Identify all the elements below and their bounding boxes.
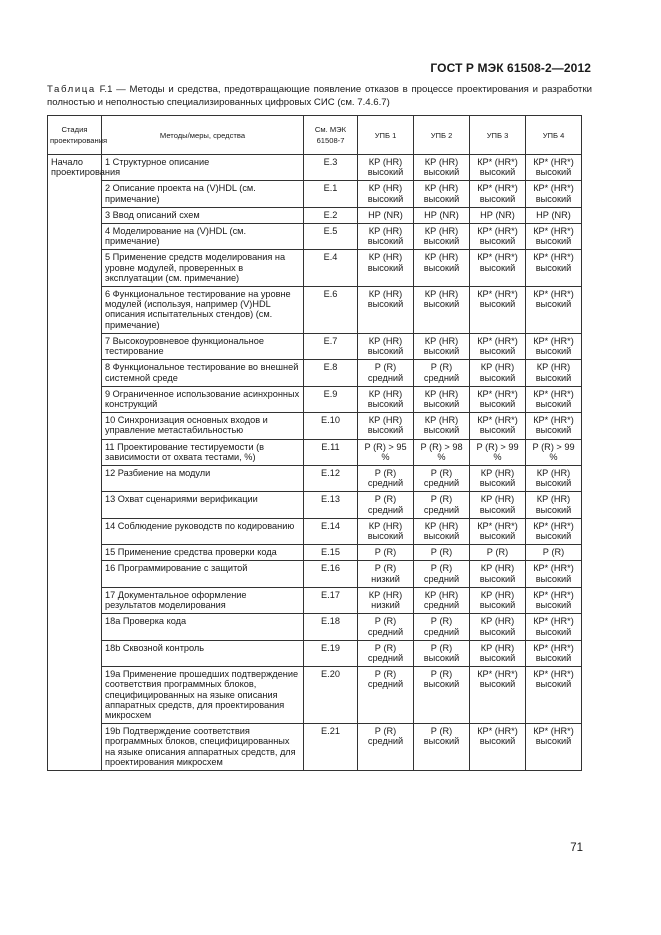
ref-cell: E.21: [304, 724, 358, 771]
sil4-cell: КР* (HR*) высокий: [526, 155, 582, 181]
sil1-cell: Р (R): [358, 545, 414, 561]
sil3-cell: КР (HR) высокий: [470, 360, 526, 386]
sil2-cell: КР (HR) высокий: [414, 518, 470, 544]
sil3-cell: КР* (HR*) высокий: [470, 287, 526, 334]
sil1-cell: КР (HR) низкий: [358, 587, 414, 613]
method-cell: 1 Структурное описание: [102, 155, 304, 181]
caption-label: Таблица: [47, 84, 96, 95]
table-row: [48, 250, 582, 287]
table-caption: [47, 84, 592, 109]
sil2-cell: Р (R) средний: [414, 614, 470, 640]
sil2-cell: Р (R) высокий: [414, 640, 470, 666]
method-cell: 10 Синхронизация основных входов и управление метастабильностью: [102, 413, 304, 439]
sil3-cell: Р (R) > 99 %: [470, 439, 526, 465]
stage-cell: Начало проектирования: [48, 155, 102, 771]
sil1-cell: НР (NR): [358, 207, 414, 223]
sil2-cell: Р (R) высокий: [414, 724, 470, 771]
sil4-cell: КР* (HR*) высокий: [526, 334, 582, 360]
sil1-cell: КР (HR) высокий: [358, 250, 414, 287]
ref-cell: E.17: [304, 587, 358, 613]
sil3-cell: КР* (HR*) высокий: [470, 667, 526, 724]
ref-cell: E.12: [304, 466, 358, 492]
sil4-cell: КР (HR) высокий: [526, 492, 582, 518]
sil1-cell: Р (R) низкий: [358, 561, 414, 587]
ref-cell: E.10: [304, 413, 358, 439]
sil4-cell: КР* (HR*) высокий: [526, 250, 582, 287]
sil3-cell: КР (HR) высокий: [470, 561, 526, 587]
sil3-cell: КР (HR) высокий: [470, 640, 526, 666]
sil3-cell: КР* (HR*) высокий: [470, 181, 526, 207]
ref-cell: E.3: [304, 155, 358, 181]
table-row: [48, 466, 582, 492]
sil3-cell: КР* (HR*) высокий: [470, 224, 526, 250]
sil4-cell: КР* (HR*) высокий: [526, 518, 582, 544]
table-row: [48, 587, 582, 613]
sil4-cell: Р (R) > 99 %: [526, 439, 582, 465]
method-cell: 14 Соблюдение руководств по кодированию: [102, 518, 304, 544]
method-cell: 9 Ограниченное использование асинхронных конструкций: [102, 386, 304, 412]
table-row: [48, 181, 582, 207]
sil1-cell: Р (R) средний: [358, 724, 414, 771]
sil4-cell: Р (R): [526, 545, 582, 561]
sil1-cell: Р (R) средний: [358, 640, 414, 666]
sil3-cell: КР (HR) высокий: [470, 466, 526, 492]
sil2-cell: Р (R): [414, 545, 470, 561]
table-row: [48, 492, 582, 518]
ref-cell: E.8: [304, 360, 358, 386]
sil3-cell: НР (NR): [470, 207, 526, 223]
page-number: 71: [570, 842, 583, 854]
method-cell: 19b Подтверждение соответствия программных блоков, специфицированных на языке описания аппаратных средств, для проектирования микросхем: [102, 724, 304, 771]
header-sil2: УПБ 2: [414, 116, 470, 155]
method-cell: 4 Моделирование на (V)HDL (см. примечание): [102, 224, 304, 250]
sil2-cell: Р (R) высокий: [414, 667, 470, 724]
sil2-cell: КР (HR) высокий: [414, 224, 470, 250]
sil4-cell: КР* (HR*) высокий: [526, 667, 582, 724]
method-cell: 5 Применение средств моделирования на уровне модулей, проверенных в эксплуатации (см. примечание): [102, 250, 304, 287]
method-cell: 12 Разбиение на модули: [102, 466, 304, 492]
sil3-cell: КР* (HR*) высокий: [470, 250, 526, 287]
table-row: [48, 287, 582, 334]
ref-cell: E.20: [304, 667, 358, 724]
table-row: [48, 224, 582, 250]
sil2-cell: КР (HR) высокий: [414, 287, 470, 334]
method-cell: 17 Документальное оформление результатов моделирования: [102, 587, 304, 613]
table-header-row: [48, 116, 582, 155]
sil3-cell: КР* (HR*) высокий: [470, 155, 526, 181]
header-ref: См. МЭК 61508-7: [304, 116, 358, 155]
method-cell: 13 Охват сценариями верификации: [102, 492, 304, 518]
sil4-cell: КР* (HR*) высокий: [526, 561, 582, 587]
table-row: [48, 360, 582, 386]
method-cell: 19a Применение прошедших подтверждение соответствия программных блоков, специфицированных на языке описания аппаратных средств, для проектирования микросхем: [102, 667, 304, 724]
sil4-cell: КР* (HR*) высокий: [526, 181, 582, 207]
method-cell: 6 Функциональное тестирование на уровне модулей (используя, например (V)HDL описания испытательных стендов) (см. примечание): [102, 287, 304, 334]
sil4-cell: КР* (HR*) высокий: [526, 614, 582, 640]
ref-cell: E.5: [304, 224, 358, 250]
header-sil3: УПБ 3: [470, 116, 526, 155]
table-row: [48, 207, 582, 223]
ref-cell: E.11: [304, 439, 358, 465]
table-row: [48, 155, 582, 181]
method-cell: 11 Проектирование тестируемости (в зависимости от охвата тестами, %): [102, 439, 304, 465]
method-cell: 15 Применение средства проверки кода: [102, 545, 304, 561]
method-cell: 2 Описание проекта на (V)HDL (см. примечание): [102, 181, 304, 207]
table-row: [48, 614, 582, 640]
sil1-cell: КР (HR) высокий: [358, 224, 414, 250]
sil4-cell: КР* (HR*) высокий: [526, 287, 582, 334]
sil2-cell: Р (R) средний: [414, 492, 470, 518]
method-cell: 3 Ввод описаний схем: [102, 207, 304, 223]
sil4-cell: НР (NR): [526, 207, 582, 223]
sil4-cell: КР* (HR*) высокий: [526, 724, 582, 771]
ref-cell: E.9: [304, 386, 358, 412]
sil1-cell: Р (R) средний: [358, 614, 414, 640]
method-cell: 18a Проверка кода: [102, 614, 304, 640]
sil2-cell: Р (R) > 98 %: [414, 439, 470, 465]
ref-cell: E.15: [304, 545, 358, 561]
table-row: [48, 386, 582, 412]
table-row: [48, 545, 582, 561]
sil3-cell: КР (HR) высокий: [470, 492, 526, 518]
ref-cell: E.19: [304, 640, 358, 666]
table-row: [48, 439, 582, 465]
sil1-cell: КР (HR) высокий: [358, 413, 414, 439]
ref-cell: E.1: [304, 181, 358, 207]
sil2-cell: КР (HR) высокий: [414, 334, 470, 360]
sil1-cell: Р (R) средний: [358, 667, 414, 724]
header-methods: Методы/меры, средства: [102, 116, 304, 155]
ref-cell: E.14: [304, 518, 358, 544]
ref-cell: E.18: [304, 614, 358, 640]
sil1-cell: Р (R) средний: [358, 466, 414, 492]
sil2-cell: Р (R) средний: [414, 466, 470, 492]
sil2-cell: КР (HR) средний: [414, 587, 470, 613]
sil2-cell: КР (HR) высокий: [414, 181, 470, 207]
table-row: [48, 518, 582, 544]
sil1-cell: КР (HR) высокий: [358, 287, 414, 334]
ref-cell: E.6: [304, 287, 358, 334]
sil2-cell: Р (R) средний: [414, 360, 470, 386]
sil3-cell: КР* (HR*) высокий: [470, 724, 526, 771]
table-row: [48, 334, 582, 360]
sil4-cell: КР* (HR*) высокий: [526, 640, 582, 666]
sil1-cell: КР (HR) высокий: [358, 386, 414, 412]
sil2-cell: Р (R) средний: [414, 561, 470, 587]
sil1-cell: КР (HR) высокий: [358, 155, 414, 181]
standard-header: ГОСТ Р МЭК 61508-2—2012: [430, 61, 591, 75]
sil4-cell: КР (HR) высокий: [526, 360, 582, 386]
sil2-cell: КР (HR) высокий: [414, 250, 470, 287]
ref-cell: E.13: [304, 492, 358, 518]
sil4-cell: КР* (HR*) высокий: [526, 587, 582, 613]
table-row: [48, 724, 582, 771]
table-row: [48, 561, 582, 587]
sil1-cell: Р (R) средний: [358, 360, 414, 386]
sil1-cell: КР (HR) высокий: [358, 334, 414, 360]
header-stage: Стадия проектирования: [48, 116, 102, 155]
ref-cell: E.2: [304, 207, 358, 223]
ref-cell: E.7: [304, 334, 358, 360]
sil4-cell: КР* (HR*) высокий: [526, 224, 582, 250]
sil4-cell: КР* (HR*) высокий: [526, 386, 582, 412]
sil3-cell: КР* (HR*) высокий: [470, 386, 526, 412]
sil1-cell: КР (HR) высокий: [358, 518, 414, 544]
sil3-cell: КР* (HR*) высокий: [470, 334, 526, 360]
sil3-cell: КР (HR) высокий: [470, 587, 526, 613]
sil3-cell: Р (R): [470, 545, 526, 561]
sil3-cell: КР* (HR*) высокий: [470, 518, 526, 544]
sil1-cell: КР (HR) высокий: [358, 181, 414, 207]
header-sil1: УПБ 1: [358, 116, 414, 155]
sil3-cell: КР (HR) высокий: [470, 614, 526, 640]
sil4-cell: КР* (HR*) высокий: [526, 413, 582, 439]
sil2-cell: КР (HR) высокий: [414, 413, 470, 439]
sil1-cell: Р (R) > 95 %: [358, 439, 414, 465]
sil4-cell: КР (HR) высокий: [526, 466, 582, 492]
ref-cell: E.4: [304, 250, 358, 287]
method-cell: 8 Функциональное тестирование во внешней системной среде: [102, 360, 304, 386]
sil3-cell: КР* (HR*) высокий: [470, 413, 526, 439]
method-cell: 7 Высокоуровневое функциональное тестирование: [102, 334, 304, 360]
sil2-cell: КР (HR) высокий: [414, 386, 470, 412]
table-row: [48, 640, 582, 666]
sil2-cell: КР (HR) высокий: [414, 155, 470, 181]
methods-table: [47, 115, 582, 771]
ref-cell: E.16: [304, 561, 358, 587]
method-cell: 18b Сквозной контроль: [102, 640, 304, 666]
sil2-cell: НР (NR): [414, 207, 470, 223]
table-row: [48, 413, 582, 439]
table-row: [48, 667, 582, 724]
sil1-cell: Р (R) средний: [358, 492, 414, 518]
method-cell: 16 Программирование с защитой: [102, 561, 304, 587]
header-sil4: УПБ 4: [526, 116, 582, 155]
caption-text: F.1 — Методы и средства, предотвращающие появление отказов в процессе проектирования и разработки полностью и неполностью специализированных цифровых СИС (см. 7.4.6.7): [47, 84, 592, 108]
